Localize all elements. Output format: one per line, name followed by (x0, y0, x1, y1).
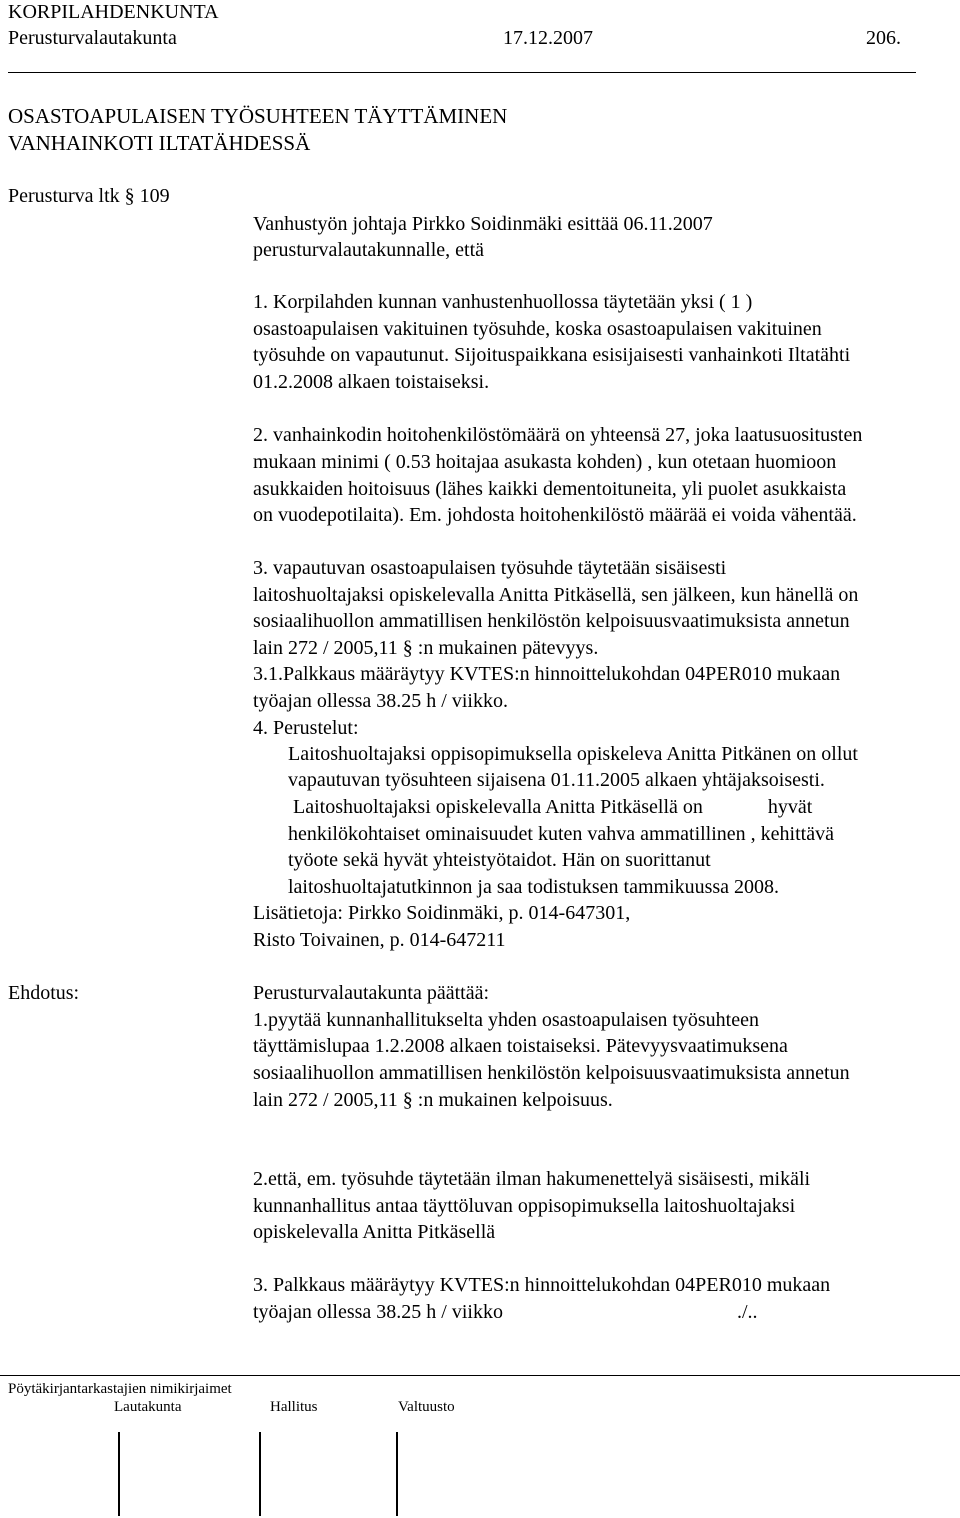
footer-divider (259, 1432, 261, 1516)
reasons-line: työote sekä hyvät yhteistyötaidot. Hän on suorittanut (288, 849, 711, 871)
decision-item1-line: lain 272 / 2005,11 § :n mukainen kelpoisuus. (253, 1089, 613, 1111)
decision-item3-line: työajan ollessa 38.25 h / viikko (253, 1301, 503, 1323)
point2-line: mukaan minimi ( 0.53 hoitajaa asukasta kohden) , kun otetaan huomioon (253, 451, 837, 473)
intro-line: perusturvalautakunnalle, että (253, 239, 485, 261)
footer-title: Pöytäkirjantarkastajien nimikirjaimet (8, 1381, 232, 1397)
continued-marker: ./.. (737, 1301, 758, 1323)
board-name: Perusturvalautakunta (8, 27, 177, 49)
section-reference: Perusturva ltk § 109 (8, 185, 170, 207)
point1-line: 01.2.2008 alkaen toistaiseksi. (253, 371, 490, 393)
footer-col-lautakunta: Lautakunta (114, 1399, 182, 1415)
decision-item1-line: sosiaalihuollon ammatillisen henkilöstön kelpoisuusvaatimuksista annetun (253, 1062, 850, 1084)
point3-line: laitoshuoltajaksi opiskelevalla Anitta Pitkäsellä, sen jälkeen, kun hänellä on (253, 584, 859, 606)
municipality-name: KORPILAHDENKUNTA (8, 1, 219, 23)
header-rule (8, 72, 916, 73)
point1-line: 1. Korpilahden kunnan vanhustenhuollossa täytetään yksi ( 1 ) (253, 291, 753, 313)
decision-item1-line: täyttämislupaa 1.2.2008 alkaen toistaiseksi. Pätevyysvaatimuksena (253, 1035, 788, 1057)
contact-line: Lisätietoja: Pirkko Soidinmäki, p. 014-647301, (253, 902, 631, 924)
footer-divider (118, 1432, 120, 1516)
contact-line: Risto Toivainen, p. 014-647211 (253, 929, 506, 951)
footer-rule (0, 1375, 960, 1376)
section-title-line-1: OSASTOAPULAISEN TYÖSUHTEEN TÄYTTÄMINEN (8, 104, 508, 128)
point2-line: 2. vanhainkodin hoitohenkilöstömäärä on yhteensä 27, joka laatusuositusten (253, 424, 863, 446)
reasons-line: Laitoshuoltajaksi oppisopimuksella opiskeleva Anitta Pitkänen on ollut (288, 743, 858, 765)
point1-line: osastoapulaisen vakituinen työsuhde, koska osastoapulaisen vakituinen (253, 318, 822, 340)
decision-item2-line: opiskelevalla Anitta Pitkäsellä (253, 1221, 496, 1243)
reasons-line: Laitoshuoltajaksi opiskelevalla Anitta Pitkäsellä on hyvät (288, 796, 813, 818)
reasons-line: henkilökohtaiset ominaisuudet kuten vahva ammatillinen , kehittävä (288, 823, 834, 845)
footer-col-hallitus: Hallitus (270, 1399, 318, 1415)
decision-item1-line: 1.pyytää kunnanhallitukselta yhden osastoapulaisen työsuhteen (253, 1009, 759, 1031)
point3-line: 3. vapautuvan osastoapulaisen työsuhde täytetään sisäisesti (253, 557, 727, 579)
meeting-date: 17.12.2007 (503, 27, 593, 49)
reasons-line: vapautuvan työsuhteen sijaisena 01.11.2005 alkaen yhtäjaksoisesti. (288, 769, 825, 791)
point3-line: lain 272 / 2005,11 § :n mukainen pätevyys. (253, 637, 599, 659)
decision-item2-line: 2.että, em. työsuhde täytetään ilman hakumenettelyä sisäisesti, mikäli (253, 1168, 811, 1190)
point2-line: on vuodepotilaita). Em. johdosta hoitohenkilöstö määrää ei voida vähentää. (253, 504, 857, 526)
point3-line: sosiaalihuollon ammatillisen henkilöstön kelpoisuusvaatimuksista annetun (253, 610, 850, 632)
section-title-line-2: VANHAINKOTI ILTATÄHDESSÄ (8, 131, 311, 155)
point2-line: asukkaiden hoitoisuus (lähes kaikki dementoituneita, yli puolet asukkaista (253, 478, 847, 500)
point3-line: 3.1.Palkkaus määräytyy KVTES:n hinnoittelukohdan 04PER010 mukaan (253, 663, 841, 685)
footer-col-valtuusto: Valtuusto (398, 1399, 455, 1415)
reasons-line: laitoshuoltajatutkinnon ja saa todistuksen tammikuussa 2008. (288, 876, 780, 898)
decision-heading: Perusturvalautakunta päättää: (253, 982, 490, 1004)
page-number: 206. (866, 27, 901, 49)
decision-item3-line: 3. Palkkaus määräytyy KVTES:n hinnoittelukohdan 04PER010 mukaan (253, 1274, 831, 1296)
footer-divider (396, 1432, 398, 1516)
point1-line: työsuhde on vapautunut. Sijoituspaikkana esisijaisesti vanhainkoti Iltatähti (253, 344, 851, 366)
intro-line: Vanhustyön johtaja Pirkko Soidinmäki esittää 06.11.2007 (253, 213, 713, 235)
point3-line: 4. Perustelut: (253, 717, 359, 739)
decision-item2-line: kunnanhallitus antaa täyttöluvan oppisopimuksella laitoshuoltajaksi (253, 1195, 796, 1217)
point3-line: työajan ollessa 38.25 h / viikko. (253, 690, 508, 712)
proposal-label: Ehdotus: (8, 982, 80, 1004)
